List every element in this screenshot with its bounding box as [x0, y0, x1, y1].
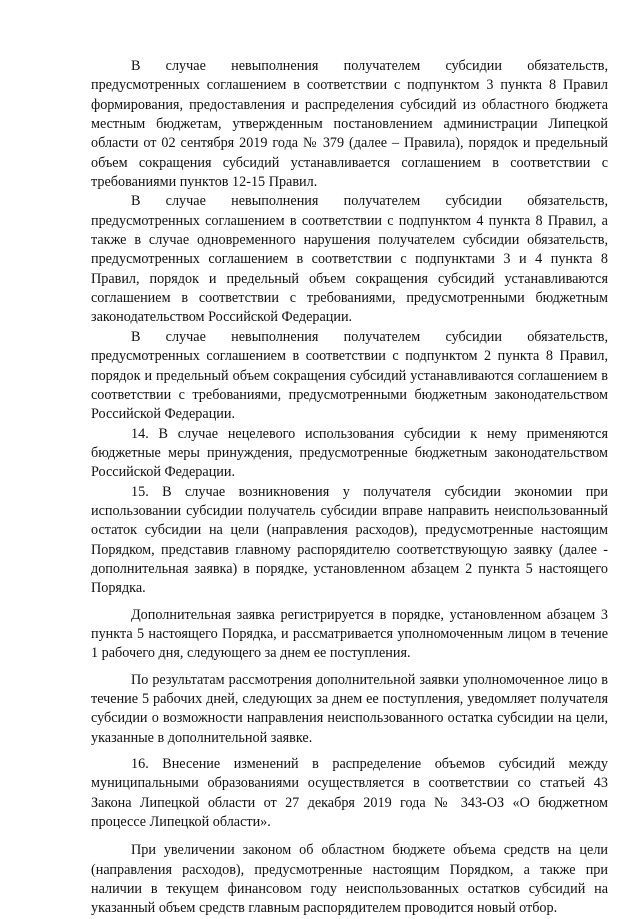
paragraph-item-16: 16. Внесение изменений в распределение объемов субсидий между муниципальными образованиями осуществляется в соответствии со статьей 43 Закона Липецкой области от 27 декабря 2019 года № 343-ОЗ «О бюджетном процессе Липецкой области». — [91, 756, 608, 831]
paragraph-reduction-subpoint-3: В случае невыполнения получателем субсидии обязательств, предусмотренных соглашением в соответствии с подпунктом 3 пункта 8 Правил формирования, предоставления и распределения субсидий из областного бюджета местным бюджетам, утвержденным постановлением администрации Липецкой области от 02 сентября 2019 года № 379 (далее – Правила), порядок и предельный объем сокращения субсидий устанавливается соглашением в соответствии с требованиями пунктов 12-15 Правил. — [91, 58, 608, 191]
paragraph-item-15: 15. В случае возникновения у получателя субсидии экономии при использовании субсидии получатель субсидии вправе направить неиспользованный остаток субсидии на цели (направления расходов), предусмотренные настоящим Порядком, представив главному распорядителю соответствующую заявку (далее - дополнительная заявка) в порядке, установленном абзацем 2 пункта 5 настоящего Порядка. — [91, 483, 608, 597]
paragraph-additional-request: Дополнительная заявка регистрируется в порядке, установленном абзацем 3 пункта 5 настоящего Порядка, и рассматривается уполномоченным лицом в течение 1 рабочего дня, следующего за днем ее поступления. — [91, 606, 608, 662]
paragraph-item-14: 14. В случае нецелевого использования субсидии к нему применяются бюджетные меры принуждения, предусмотренные бюджетным законодательством Российской Федерации. — [91, 425, 608, 481]
document-page — [91, 57, 608, 919]
paragraph-review-results: По результатам рассмотрения дополнительной заявки уполномоченное лицо в течение 5 рабочих дней, следующих за днем ее поступления, уведомляет получателя субсидии о возможности направления неиспользованного остатка субсидии на цели, указанные в дополнительной заявке. — [91, 671, 608, 746]
paragraph-reduction-subpoint-2: В случае невыполнения получателем субсидии обязательств, предусмотренных соглашением в соответствии с подпунктом 2 пункта 8 Правил, порядок и предельный объем сокращения субсидий устанавливаются соглашением в соответствии с требованиями, предусмотренными бюджетным законодательством Российской Федерации. — [91, 328, 608, 423]
paragraph-reduction-subpoint-4: В случае невыполнения получателем субсидии обязательств, предусмотренных соглашением в соответствии с подпунктом 4 пункта 8 Правил, а также в случае одновременного нарушения получателем субсидии обязательств, предусмотренных соглашением в соответствии с подпунктами 3 и 4 пункта 8 Правил, порядок и предельный объем сокращения субсидий устанавливаются соглашением в соответствии с требованиями, предусмотренными бюджетным законодательством Российской Федерации. — [91, 193, 608, 326]
paragraph-new-selection: При увеличении законом об областном бюджете объема средств на цели (направления расходов), предусмотренные настоящим Порядком, а также при наличии в текущем финансовом году неиспользованных остатков субсидий на указанный объем средств главным распорядителем проводится новый отбор. — [91, 842, 608, 917]
